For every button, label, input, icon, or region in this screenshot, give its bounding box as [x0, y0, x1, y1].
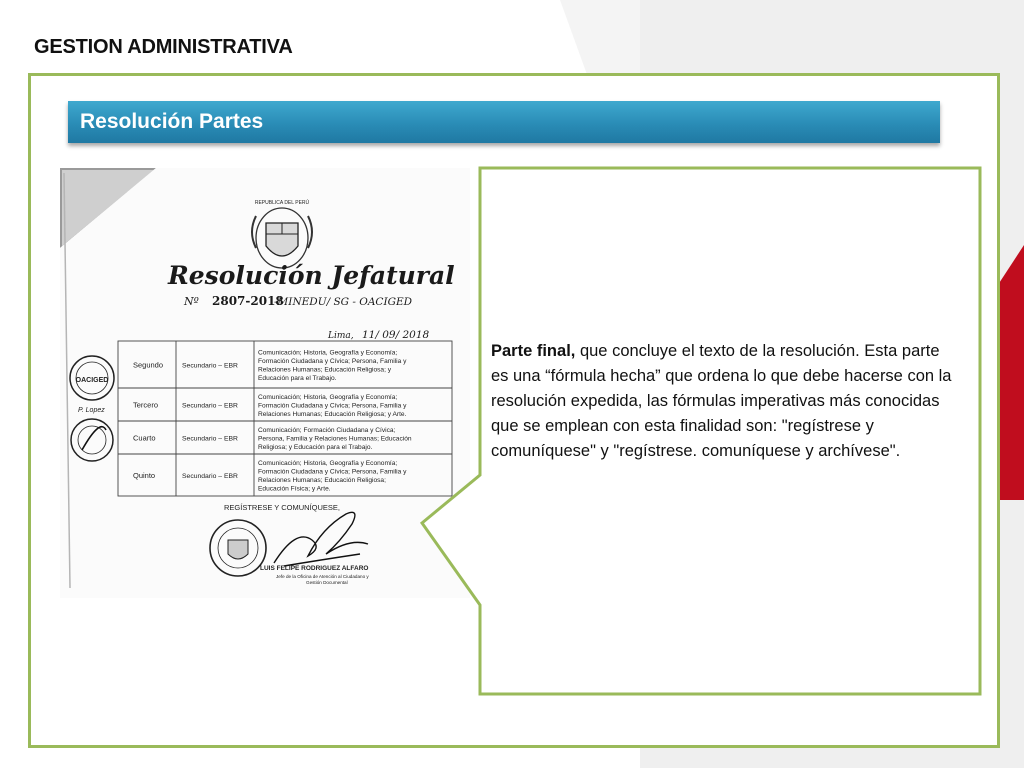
section-banner	[68, 101, 940, 143]
signer-name: LUIS FELIPE RODRIGUEZ ALFARO	[260, 565, 369, 572]
callout-lead: Parte final,	[491, 342, 576, 360]
table-cell-subjects-line: Religiosa; y Educación para el Trabajo.	[258, 443, 373, 451]
signer-title-line-1: Jefe de la Oficina de Atención al Ciudadano y	[276, 574, 369, 579]
left-stamp-name: P. Lopez	[78, 407, 105, 414]
table-cell-subjects-line: Educación Física; y Arte.	[258, 485, 331, 493]
table-cell-grade: Quinto	[133, 471, 156, 480]
table-cell-subjects-line: Formación Ciudadana y Cívica; Persona, Familia y	[258, 468, 407, 476]
table-cell-subjects-line: Relaciones Humanas; Educación Religiosa; y	[258, 366, 392, 374]
table-cell-subjects-line: Formación Ciudadana y Cívica; Persona, Familia y	[258, 402, 407, 410]
table-cell-subjects-line: Educación para el Trabajo.	[258, 375, 337, 382]
table-cell-level: Secundario – EBR	[182, 362, 238, 370]
date-value: 11/ 09/ 2018	[362, 329, 430, 341]
table-cell-subjects-line: Comunicación; Historia, Geografía y Economía;	[258, 460, 398, 467]
table-cell-grade: Segundo	[133, 360, 164, 370]
table-cell-level: Secundario – EBR	[182, 435, 238, 443]
table-cell-grade: Tercero	[133, 400, 159, 410]
table-cell-grade: Cuarto	[133, 433, 156, 443]
callout-text	[491, 339, 961, 464]
resolution-heading: Resolución Jefatural	[168, 261, 455, 290]
table-cell-subjects-line: Relaciones Humanas; Educación Religiosa; y Arte.	[258, 410, 407, 418]
left-stamp-label: OACIGED	[75, 377, 109, 384]
date-label: Lima,	[328, 331, 354, 341]
resolution-document-image	[60, 168, 470, 598]
resolution-number: 2807-2018	[212, 294, 284, 308]
table-cell-subjects-line: Comunicación; Historia, Geografía y Economía;	[258, 393, 398, 401]
table-cell-level: Secundario – EBR	[182, 402, 238, 410]
table-cell-subjects-line: Relaciones Humanas; Educación Religiosa;	[258, 477, 386, 484]
section-title: Resolución Partes	[80, 110, 264, 133]
emblem-caption: REPUBLICA DEL PERÚ	[254, 200, 310, 206]
page-title: GESTION ADMINISTRATIVA	[34, 36, 293, 58]
table-cell-subjects-line: Comunicación; Formación Ciudadana y Cívica;	[258, 426, 396, 434]
callout-body: que concluye el texto de la resolución. Esta parte es una “fórmula hecha” que ordena lo que debe hacerse con la resolución expedida, las fórmulas imperativas más conocidas que se emplean con esta finalidad son: "regístrese y comuníquese" y "regístrese. comuníquese y archívese".	[491, 342, 952, 460]
signer-title-line-2: Gestión Documental	[306, 580, 348, 585]
table-cell-subjects-line: Formación Ciudadana y Cívica; Persona, Familia y	[258, 358, 407, 365]
table-cell-subjects-line: Persona, Familia y Relaciones Humanas; Educación	[258, 435, 412, 443]
table-cell-level: Secundario – EBR	[182, 473, 238, 480]
resolution-number-suffix: -MINEDU/ SG - OACIGED	[274, 296, 413, 308]
resolution-number-prefix: Nº	[184, 295, 199, 308]
closing-formula: REGÍSTRESE Y COMUNÍQUESE,	[224, 503, 340, 512]
table-cell-subjects-line: Comunicación; Historia, Geografía y Economía;	[258, 349, 398, 357]
